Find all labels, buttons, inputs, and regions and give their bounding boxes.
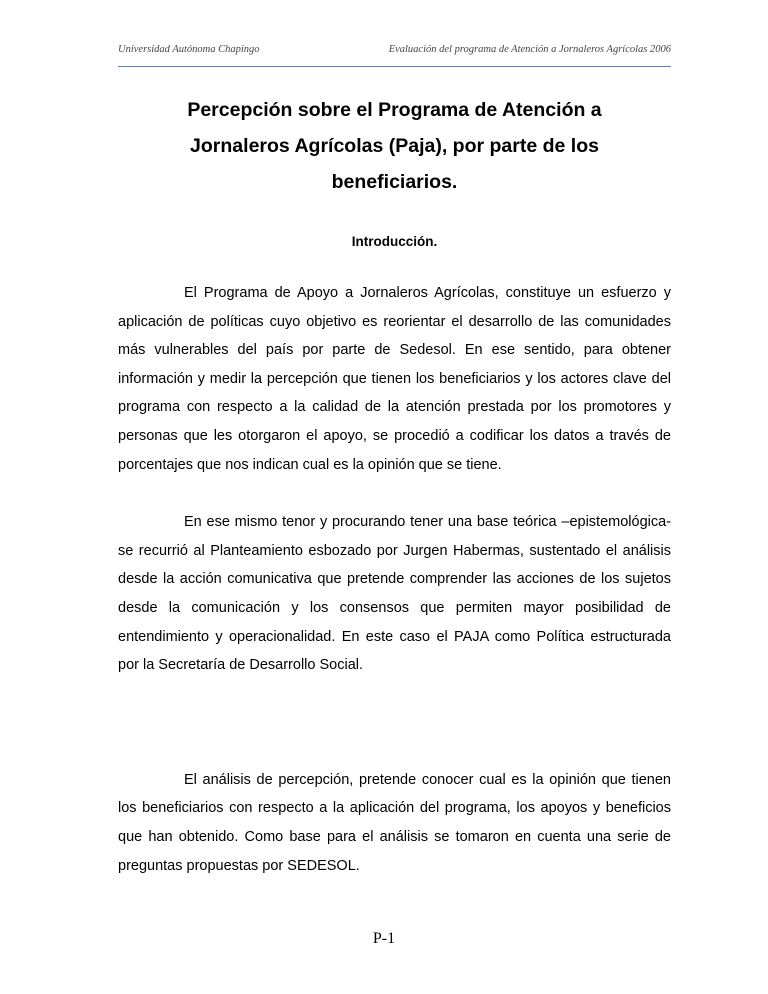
paragraph: En ese mismo tenor y procurando tener una base teórica –epistemológica- se recurrió al Planteamiento esbozado por Jurgen Habermas, sustentado el análisis desde la acción comunicativa que pretende comprender las acciones de los sujetos desde la comunicación y los consensos que permiten mayor posibilidad de entendimiento y operacionalidad. En este caso el PAJA como Política estructurada por la Secretaría de Desarrollo Social. [118,514,671,674]
header-institution: Universidad Autónoma Chapingo [118,44,260,55]
page-number: P-1 [372,930,396,947]
paragraph: El Programa de Apoyo a Jornaleros Agrícolas, constituye un esfuerzo y aplicación de políticas cuyo objetivo es reorientar el desarrollo de las comunidades más vulnerables del país por parte de Sedesol. En ese sentido, para obtener información y medir la percepción que tienen los beneficiarios y los actores clave del programa con respecto a la calidad de la atención prestada por los promotores y personas que les otorgaron el apoyo, se procedió a codificar los datos a través de porcentajes que nos indican cual es la opinión que se tiene. [118,285,671,473]
section-heading: Introducción. [351,234,438,249]
header-document-title: Evaluación del programa de Atención a Jornaleros Agrícolas 2006 [388,44,671,55]
paragraph: El análisis de percepción, pretende conocer cual es la opinión que tienen los beneficiarios con respecto a la aplicación del programa, los apoyos y beneficios que han obtenido. Como base para el análisis se tomaron en cuenta una serie de preguntas propuestas por SEDESOL. [118,771,671,874]
page-header [118,40,671,67]
document-body [118,92,671,880]
document-title: Percepción sobre el Programa de Atención a Jornaleros Agrícolas (Paja), por parte de los beneficiarios. [187,99,602,193]
